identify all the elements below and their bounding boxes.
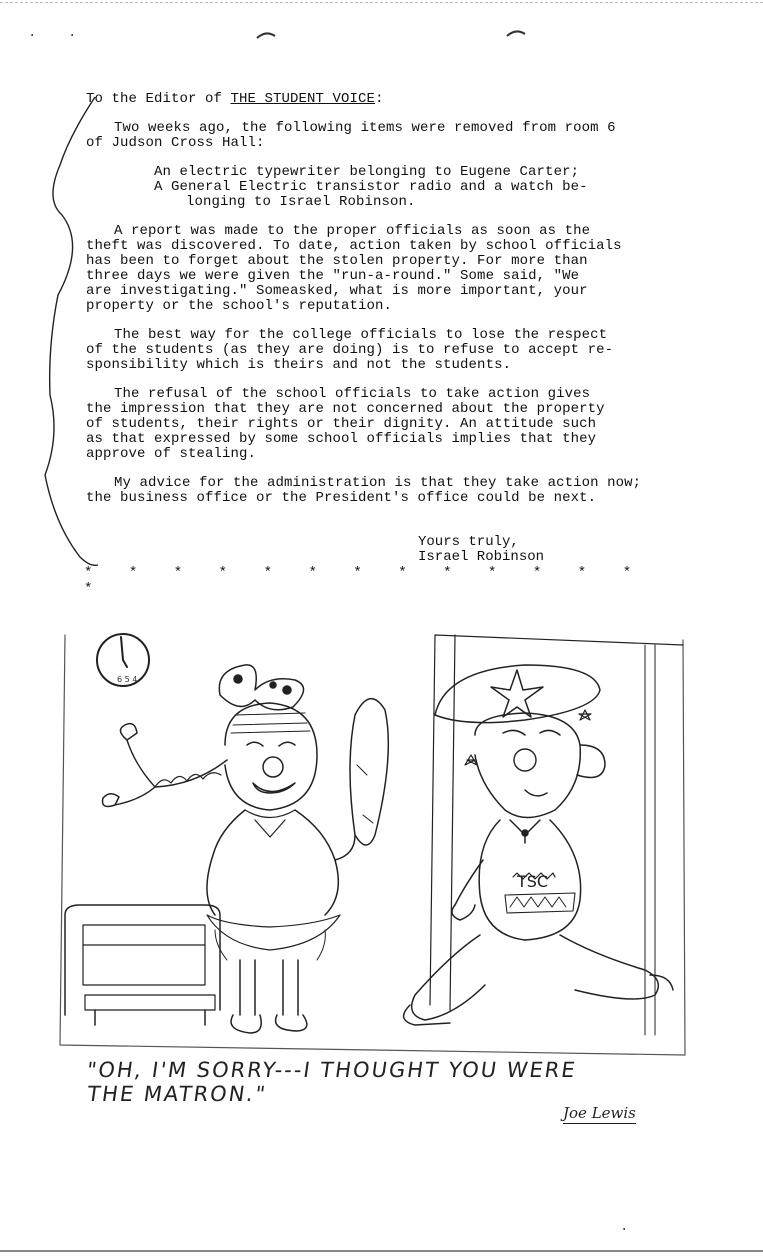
letter-closing bbox=[418, 535, 544, 565]
divider-star: * bbox=[84, 565, 93, 581]
paragraph-5: My advice for the administration is that they take action now; the business office or the President's office could be next. bbox=[86, 475, 642, 506]
item-radio-watch-cont: longing to Israel Robinson. bbox=[186, 194, 416, 210]
artist-signature: Joe Lewis bbox=[563, 1104, 636, 1122]
paragraph-3: The best way for the college officials to lose the respect of the students (as they are doing) is to refuse to accept re- sponsibility which is theirs and not the students. bbox=[86, 327, 614, 373]
stolen-items-list bbox=[154, 165, 686, 210]
closing-phrase: Yours truly, bbox=[418, 534, 519, 550]
binding-mark bbox=[505, 28, 527, 38]
top-edge-line bbox=[0, 2, 763, 3]
divider-star: * bbox=[218, 565, 228, 581]
divider-star: * bbox=[308, 565, 317, 581]
divider-star: * bbox=[532, 565, 542, 581]
svg-text:6 5 4: 6 5 4 bbox=[117, 675, 138, 684]
speck-mark: · bbox=[68, 28, 77, 44]
cartoon-illustration bbox=[55, 615, 695, 1060]
divider-star: * bbox=[128, 565, 138, 581]
clock-icon bbox=[97, 634, 149, 686]
paragraph-2: A report was made to the proper officials as soon as the theft was discovered. To date, action taken by school officials has been to forget about the stolen property. For more than three days we were given the "run-a-round." Some said, "We are investigating." Someasked, what is more important, your property or the school's reputation. bbox=[86, 223, 622, 314]
bottom-edge-line bbox=[0, 1250, 763, 1252]
divider-star: * bbox=[488, 565, 497, 581]
caption-line-1: "OH, I'M SORRY---I THOUGHT YOU WERE bbox=[85, 1058, 579, 1082]
bed-frame bbox=[65, 905, 220, 1025]
divider-star: * bbox=[353, 565, 362, 581]
shirt-lettering: TSC bbox=[517, 872, 549, 891]
divider-star: * bbox=[398, 565, 407, 581]
publication-name: THE STUDENT VOICE bbox=[230, 91, 376, 107]
salutation bbox=[86, 92, 686, 107]
divider-star: * bbox=[173, 565, 183, 581]
binding-mark bbox=[255, 30, 277, 40]
item-radio-watch: A General Electric transistor radio and a watch be- bbox=[154, 179, 588, 195]
divider-star: * bbox=[263, 565, 272, 581]
divider-star: * bbox=[622, 565, 632, 581]
paragraph-1: Two weeks ago, the following items were removed from room 6 of Judson Cross Hall: bbox=[86, 120, 616, 151]
salutation-text: To the Editor of bbox=[86, 91, 231, 107]
caption-line-2: THE MATRON." bbox=[85, 1082, 269, 1106]
letter-to-editor bbox=[86, 92, 686, 520]
divider-star: * bbox=[577, 565, 587, 581]
speck-mark: · bbox=[28, 28, 37, 44]
star-divider bbox=[84, 565, 694, 597]
divider-star: * bbox=[84, 581, 93, 597]
letter-signer: Israel Robinson bbox=[418, 549, 545, 565]
paragraph-4: The refusal of the school officials to take action gives the impression that they are not concerned about the property of students, their rights or their dignity. An attitude such as that expressed by some school officials implies that they approve of stealing. bbox=[86, 386, 605, 462]
item-typewriter: An electric typewriter belonging to Eugene Carter; bbox=[154, 164, 580, 180]
speck-mark: · bbox=[620, 1222, 629, 1238]
doorway bbox=[430, 635, 683, 1035]
boy-figure bbox=[404, 665, 673, 1025]
salutation-colon: : bbox=[375, 91, 384, 107]
divider-star: * bbox=[443, 565, 452, 581]
girl-figure bbox=[103, 665, 389, 1033]
cartoon-caption bbox=[82, 1058, 689, 1106]
